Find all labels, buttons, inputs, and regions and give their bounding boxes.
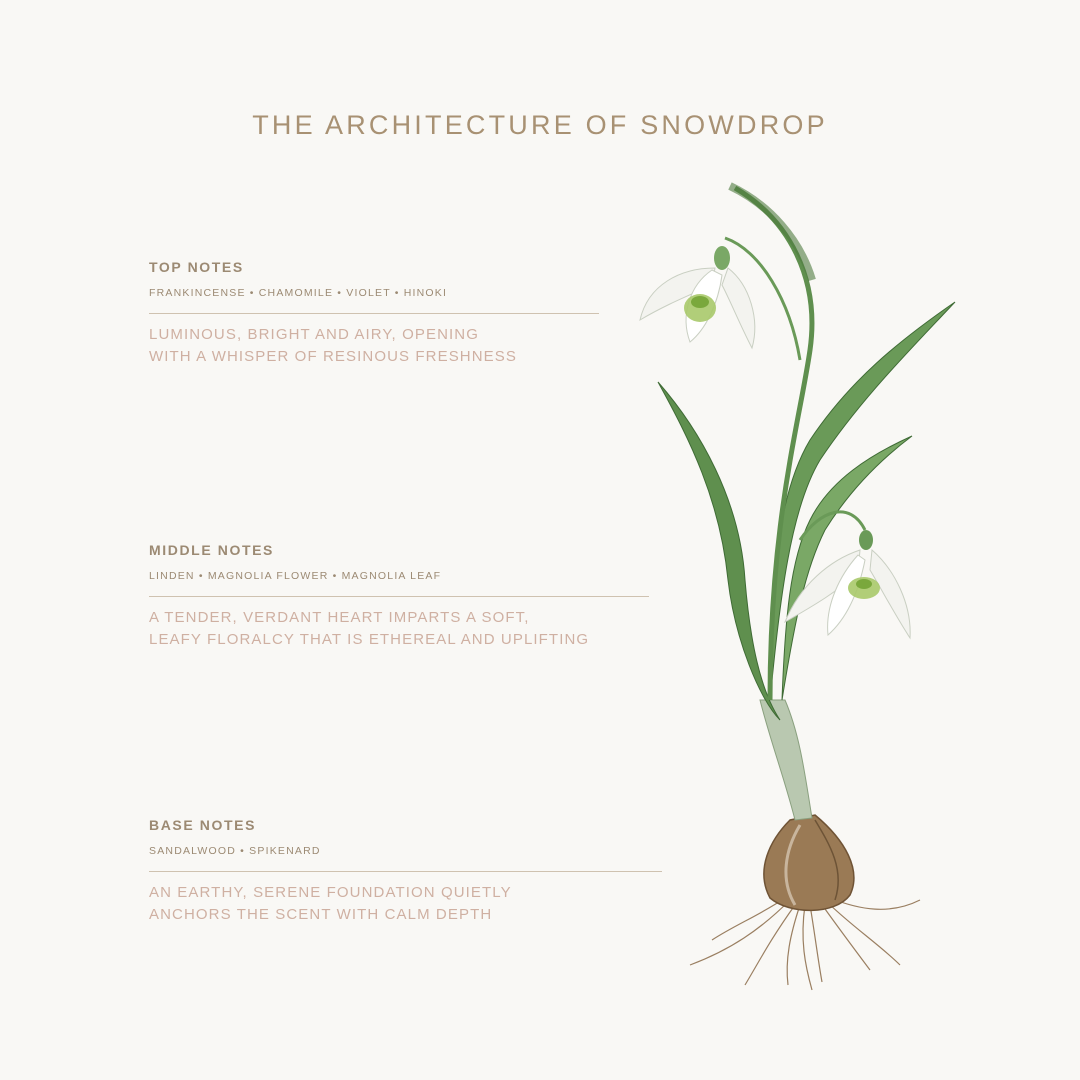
center-leaf	[770, 302, 955, 700]
base-notes-description-line: ANCHORS THE SCENT WITH CALM DEPTH	[149, 906, 493, 923]
middle-notes-section	[149, 542, 649, 651]
middle-notes-heading: MIDDLE NOTES	[149, 542, 274, 558]
base-notes-heading: BASE NOTES	[149, 817, 257, 833]
snowdrop-illustration	[620, 175, 970, 995]
middle-notes-ingredients: LINDEN • MAGNOLIA FLOWER • MAGNOLIA LEAF	[149, 570, 442, 582]
bulb	[764, 815, 854, 910]
base-notes-description-line: AN EARTHY, SERENE FOUNDATION QUIETLY	[149, 884, 512, 901]
middle-notes-description	[149, 607, 649, 651]
top-notes-section	[149, 259, 599, 368]
page-title: THE ARCHITECTURE OF SNOWDROP	[252, 110, 828, 140]
top-notes-description-line: WITH A WHISPER OF RESINOUS FRESHNESS	[149, 348, 517, 365]
top-notes-description-line: LUMINOUS, BRIGHT AND AIRY, OPENING	[149, 326, 479, 343]
top-notes-ingredients: FRANKINCENSE • CHAMOMILE • VIOLET • HINOKI	[149, 287, 448, 299]
middle-notes-description-line: LEAFY FLORALCY THAT IS ETHEREAL AND UPLIFTING	[149, 631, 590, 648]
base-notes-section	[149, 817, 662, 926]
base-notes-divider	[149, 871, 662, 872]
base-notes-description	[149, 882, 662, 926]
top-notes-divider	[149, 313, 599, 314]
bulb-neck	[760, 700, 812, 820]
middle-notes-divider	[149, 596, 649, 597]
roots	[690, 898, 920, 990]
top-flower	[640, 246, 755, 348]
middle-notes-description-line: A TENDER, VERDANT HEART IMPARTS A SOFT,	[149, 609, 530, 626]
top-notes-description	[149, 324, 599, 368]
left-leaf	[658, 382, 780, 720]
base-notes-ingredients: SANDALWOOD • SPIKENARD	[149, 845, 321, 857]
top-notes-heading: TOP NOTES	[149, 259, 244, 275]
